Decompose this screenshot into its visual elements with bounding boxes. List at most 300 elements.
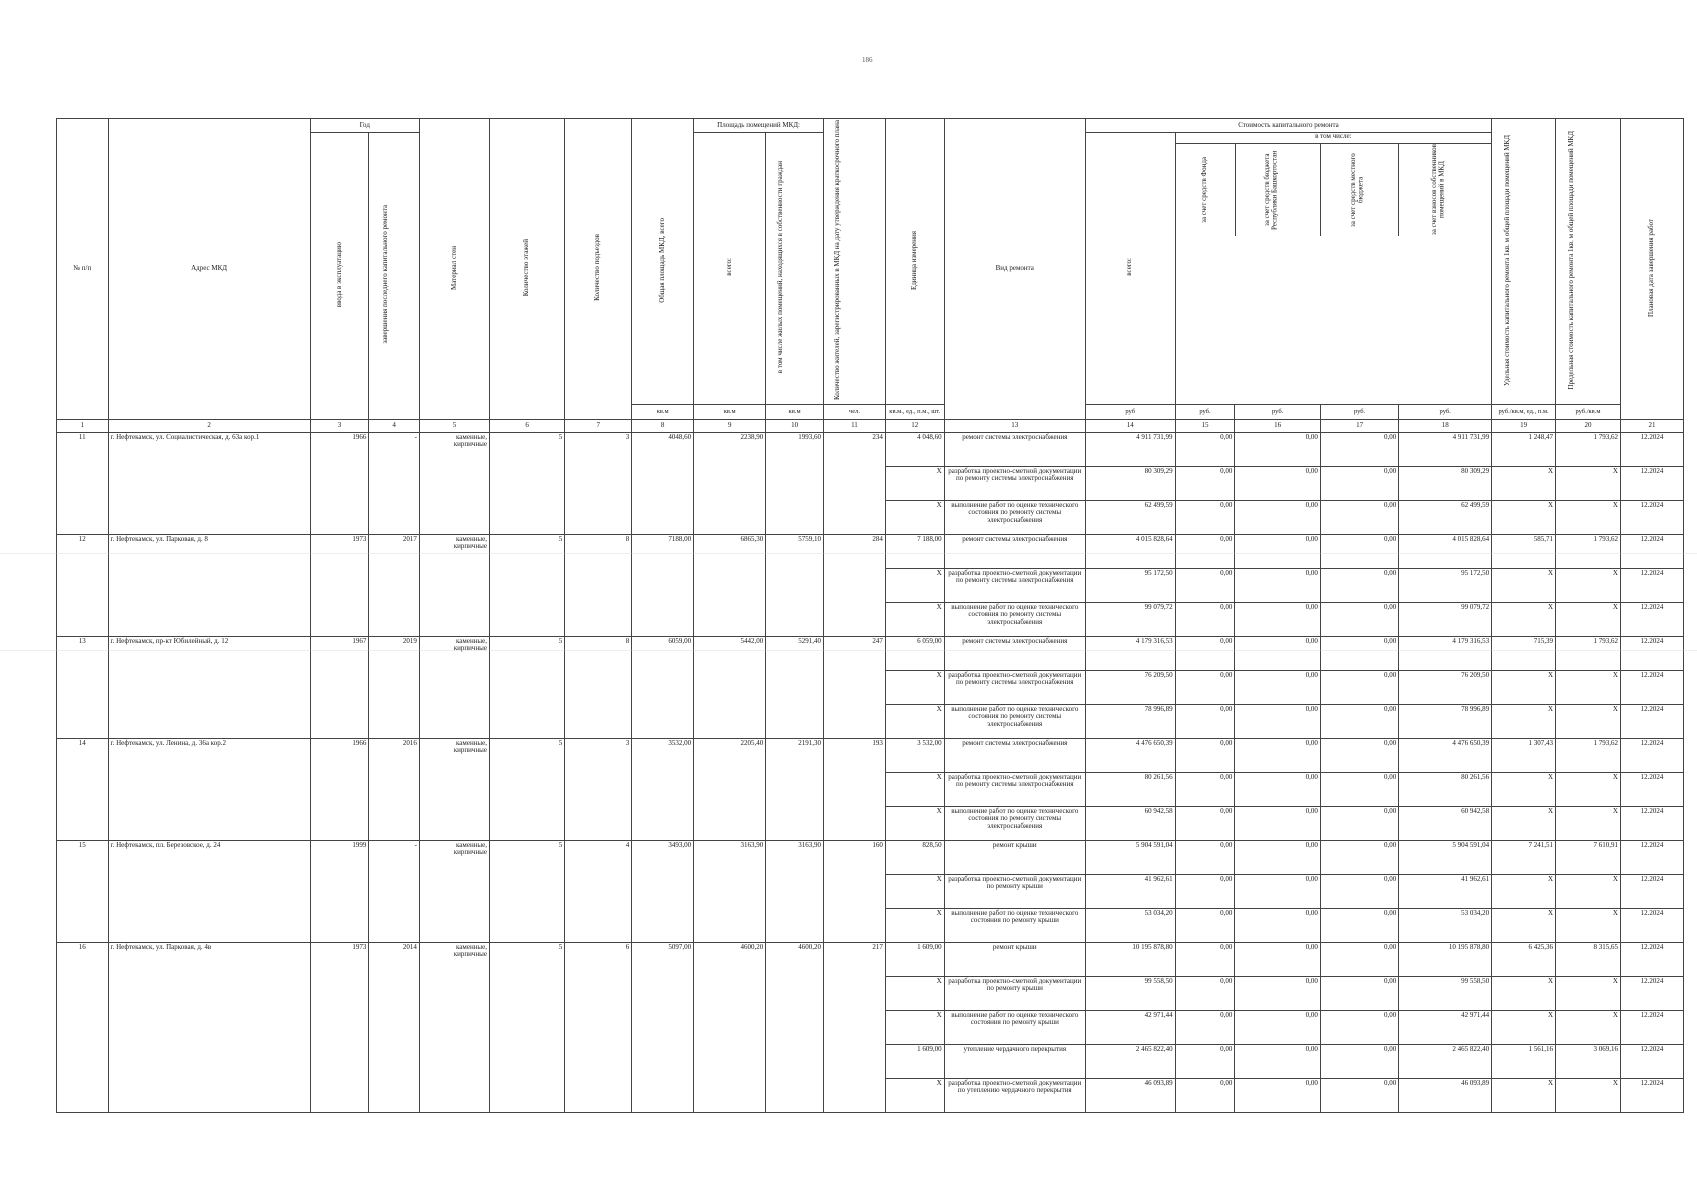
column-number: 13 — [944, 419, 1085, 432]
work-unit: X — [885, 500, 944, 534]
work-fund: 0,00 — [1175, 704, 1235, 738]
work-unit: 7 188,00 — [885, 534, 944, 568]
work-specific: X — [1492, 466, 1556, 500]
work-local: 0,00 — [1320, 1078, 1398, 1112]
work-rb: 0,00 — [1235, 500, 1321, 534]
building-premises-owned: 2191,30 — [766, 738, 824, 840]
work-max: 8 315,65 — [1556, 942, 1621, 976]
work-local: 0,00 — [1320, 568, 1398, 602]
work-specific: X — [1492, 500, 1556, 534]
work-date: 12.2024 — [1620, 942, 1683, 976]
table-row — [57, 534, 1684, 568]
building-total-area: 6059,00 — [632, 636, 694, 738]
work-local: 0,00 — [1320, 432, 1398, 466]
work-unit: 1 609,00 — [885, 1044, 944, 1078]
work-local: 0,00 — [1320, 704, 1398, 738]
work-date: 12.2024 — [1620, 806, 1683, 840]
building-num: 11 — [57, 432, 109, 534]
work-fund: 0,00 — [1175, 1044, 1235, 1078]
unit-max-cost: руб./кв.м — [1556, 404, 1621, 419]
header-year-last-repair: завершения последнего капитального ремонта — [369, 133, 420, 420]
work-local: 0,00 — [1320, 602, 1398, 636]
header-cost-group: Стоимость капитального ремонта — [1085, 119, 1491, 133]
work-owners: 4 911 731,99 — [1399, 432, 1492, 466]
work-type: выполнение работ по оценке технического состояния по ремонту системы электроснабжения — [944, 806, 1085, 840]
unit-total-area: кв.м — [632, 404, 694, 419]
work-type: ремонт системы электроснабжения — [944, 432, 1085, 466]
header-budget-rb: за счет средств бюджета Республики Башкортостан — [1236, 144, 1322, 236]
column-number: 8 — [632, 419, 694, 432]
work-local: 0,00 — [1320, 738, 1398, 772]
building-premises-owned: 5759,10 — [766, 534, 824, 636]
work-total: 4 015 828,64 — [1085, 534, 1175, 568]
work-rb: 0,00 — [1235, 704, 1321, 738]
work-max: 1 793,62 — [1556, 534, 1621, 568]
work-date: 12.2024 — [1620, 670, 1683, 704]
table-row — [57, 738, 1684, 772]
column-number: 11 — [824, 419, 886, 432]
work-specific: 1 561,16 — [1492, 1044, 1556, 1078]
work-date: 12.2024 — [1620, 466, 1683, 500]
building-num: 12 — [57, 534, 109, 636]
building-year-commission: 1966 — [310, 738, 369, 840]
work-date: 12.2024 — [1620, 500, 1683, 534]
building-total-area: 7188,00 — [632, 534, 694, 636]
work-type: разработка проектно-сметной документации по ремонту системы электроснабжения — [944, 466, 1085, 500]
work-max: X — [1556, 704, 1621, 738]
work-local: 0,00 — [1320, 670, 1398, 704]
work-fund: 0,00 — [1175, 602, 1235, 636]
unit-premises-owned: кв.м — [766, 404, 824, 419]
work-fund: 0,00 — [1175, 840, 1235, 874]
header-premises-total: всего: — [694, 133, 766, 405]
work-unit: X — [885, 1010, 944, 1044]
work-fund: 0,00 — [1175, 636, 1235, 670]
work-unit: X — [885, 772, 944, 806]
building-premises-total: 6865,30 — [694, 534, 766, 636]
work-unit: X — [885, 806, 944, 840]
work-total: 60 942,58 — [1085, 806, 1175, 840]
work-unit: X — [885, 670, 944, 704]
work-total: 2 465 822,40 — [1085, 1044, 1175, 1078]
work-date: 12.2024 — [1620, 976, 1683, 1010]
building-premises-total: 3163,90 — [694, 840, 766, 942]
work-owners: 41 962,61 — [1399, 874, 1492, 908]
work-rb: 0,00 — [1235, 568, 1321, 602]
work-fund: 0,00 — [1175, 466, 1235, 500]
building-year-commission: 1999 — [310, 840, 369, 942]
work-rb: 0,00 — [1235, 1078, 1321, 1112]
work-specific: X — [1492, 602, 1556, 636]
work-total: 76 209,50 — [1085, 670, 1175, 704]
work-owners: 62 499,59 — [1399, 500, 1492, 534]
work-type: выполнение работ по оценке технического состояния по ремонту системы электроснабжения — [944, 704, 1085, 738]
building-residents: 284 — [824, 534, 886, 636]
column-number: 10 — [766, 419, 824, 432]
work-fund: 0,00 — [1175, 1078, 1235, 1112]
column-number: 3 — [310, 419, 369, 432]
work-rb: 0,00 — [1235, 636, 1321, 670]
work-owners: 80 261,56 — [1399, 772, 1492, 806]
work-rb: 0,00 — [1235, 874, 1321, 908]
work-fund: 0,00 — [1175, 942, 1235, 976]
building-premises-owned: 1993,60 — [766, 432, 824, 534]
work-max: X — [1556, 1078, 1621, 1112]
work-total: 62 499,59 — [1085, 500, 1175, 534]
work-date: 12.2024 — [1620, 534, 1683, 568]
work-owners: 46 093,89 — [1399, 1078, 1492, 1112]
work-unit: 3 532,00 — [885, 738, 944, 772]
building-year-commission: 1967 — [310, 636, 369, 738]
building-total-area: 3532,00 — [632, 738, 694, 840]
work-total: 41 962,61 — [1085, 874, 1175, 908]
work-type: ремонт системы электроснабжения — [944, 636, 1085, 670]
work-type: разработка проектно-сметной документации по ремонту системы электроснабжения — [944, 568, 1085, 602]
building-year-commission: 1973 — [310, 942, 369, 1112]
header-owners: за счет взносов собственников помещений в МКД — [1430, 144, 1446, 236]
building-num: 16 — [57, 942, 109, 1112]
work-local: 0,00 — [1320, 1044, 1398, 1078]
work-total: 78 996,89 — [1085, 704, 1175, 738]
building-residents: 160 — [824, 840, 886, 942]
work-date: 12.2024 — [1620, 1010, 1683, 1044]
work-date: 12.2024 — [1620, 568, 1683, 602]
header-total-area: Общая площадь МКД, всего — [632, 119, 694, 405]
work-total: 4 476 650,39 — [1085, 738, 1175, 772]
building-address: г. Нефтекамск, ул. Социалистическая, д. 63а кор.1 — [108, 432, 310, 534]
work-owners: 80 309,29 — [1399, 466, 1492, 500]
column-number: 5 — [419, 419, 489, 432]
column-number: 6 — [490, 419, 565, 432]
column-number: 1 — [57, 419, 109, 432]
work-fund: 0,00 — [1175, 806, 1235, 840]
work-local: 0,00 — [1320, 772, 1398, 806]
work-unit: 1 609,00 — [885, 942, 944, 976]
header-planned-date: Плановая дата завершения работ — [1620, 119, 1683, 420]
unit-budget-rb: руб. — [1235, 404, 1321, 419]
work-local: 0,00 — [1320, 636, 1398, 670]
work-unit: 4 048,60 — [885, 432, 944, 466]
header-residents: Количество жителей, зарегистрированных в МКД на дату утверждения краткосрочного плана — [824, 119, 886, 405]
work-date: 12.2024 — [1620, 1078, 1683, 1112]
unit-residents: чел. — [824, 404, 886, 419]
work-type: ремонт системы электроснабжения — [944, 738, 1085, 772]
work-local: 0,00 — [1320, 942, 1398, 976]
work-rb: 0,00 — [1235, 1044, 1321, 1078]
work-rb: 0,00 — [1235, 534, 1321, 568]
work-max: X — [1556, 874, 1621, 908]
work-date: 12.2024 — [1620, 738, 1683, 772]
header-including-cols — [1176, 144, 1492, 236]
work-max: 1 793,62 — [1556, 432, 1621, 466]
header-premises-area-group: Площадь помещений МКД: — [694, 119, 824, 133]
building-entrances: 3 — [565, 432, 632, 534]
work-owners: 10 195 878,80 — [1399, 942, 1492, 976]
building-entrances: 6 — [565, 942, 632, 1112]
work-date: 12.2024 — [1620, 908, 1683, 942]
work-rb: 0,00 — [1235, 942, 1321, 976]
work-specific: X — [1492, 568, 1556, 602]
building-floors: 5 — [490, 942, 565, 1112]
scan-artifact-line — [0, 650, 1697, 651]
unit-owners: руб. — [1399, 404, 1492, 419]
work-rb: 0,00 — [1235, 772, 1321, 806]
work-local: 0,00 — [1320, 806, 1398, 840]
header-including: в том числе: — [1176, 133, 1492, 144]
table-row — [57, 942, 1684, 976]
column-number: 20 — [1556, 419, 1621, 432]
header-year-commission: ввода в эксплуатацию — [310, 133, 369, 420]
work-total: 4 179 316,53 — [1085, 636, 1175, 670]
building-floors: 5 — [490, 432, 565, 534]
building-floors: 5 — [490, 840, 565, 942]
unit-specific-cost: руб./кв.м, ед., п.м. — [1492, 404, 1556, 419]
work-type: разработка проектно-сметной документации по ремонту системы электроснабжения — [944, 670, 1085, 704]
work-total: 42 971,44 — [1085, 1010, 1175, 1044]
scan-artifact-line — [0, 553, 1697, 554]
column-number: 19 — [1492, 419, 1556, 432]
work-total: 53 034,20 — [1085, 908, 1175, 942]
building-premises-total: 5442,00 — [694, 636, 766, 738]
work-owners: 53 034,20 — [1399, 908, 1492, 942]
column-number: 17 — [1320, 419, 1398, 432]
building-residents: 234 — [824, 432, 886, 534]
column-number: 7 — [565, 419, 632, 432]
unit-premises-total: кв.м — [694, 404, 766, 419]
work-local: 0,00 — [1320, 1010, 1398, 1044]
building-floors: 5 — [490, 738, 565, 840]
building-total-area: 3493,00 — [632, 840, 694, 942]
work-specific: 1 307,43 — [1492, 738, 1556, 772]
header-max-cost: Предельная стоимость капитального ремонта 1кв. м общей площади помещений МКД — [1556, 119, 1621, 405]
unit-unit: кв.м., ед., п.м., шт. — [885, 404, 944, 419]
work-local: 0,00 — [1320, 466, 1398, 500]
header-floors: Количество этажей — [490, 119, 565, 420]
work-fund: 0,00 — [1175, 500, 1235, 534]
work-total: 10 195 878,80 — [1085, 942, 1175, 976]
work-owners: 5 904 591,04 — [1399, 840, 1492, 874]
work-type: разработка проектно-сметной документации по ремонту крыши — [944, 976, 1085, 1010]
building-total-area: 4048,60 — [632, 432, 694, 534]
work-unit: X — [885, 466, 944, 500]
work-date: 12.2024 — [1620, 1044, 1683, 1078]
work-type: выполнение работ по оценке технического состояния по ремонту крыши — [944, 908, 1085, 942]
work-fund: 0,00 — [1175, 908, 1235, 942]
work-rb: 0,00 — [1235, 670, 1321, 704]
work-type: ремонт крыши — [944, 840, 1085, 874]
building-address: г. Нефтекамск, пл. Березовское, д. 24 — [108, 840, 310, 942]
work-total: 4 911 731,99 — [1085, 432, 1175, 466]
work-specific: X — [1492, 772, 1556, 806]
header-budget-local: за счет средств местного бюджета — [1321, 144, 1399, 236]
work-fund: 0,00 — [1175, 432, 1235, 466]
work-max: X — [1556, 568, 1621, 602]
building-year-last-repair: 2016 — [369, 738, 420, 840]
table-header — [57, 119, 1684, 433]
header-specific-cost: Удельная стоимость капитального ремонта 1кв. м общей площади помещений МКД — [1492, 119, 1556, 405]
header-fund: за счет средств Фонда — [1176, 144, 1236, 236]
table-row — [57, 432, 1684, 466]
column-number: 2 — [108, 419, 310, 432]
work-rb: 0,00 — [1235, 1010, 1321, 1044]
work-rb: 0,00 — [1235, 840, 1321, 874]
building-wall-material: каменные, кирпичные — [419, 738, 489, 840]
building-premises-total: 4600,20 — [694, 942, 766, 1112]
work-owners: 95 172,50 — [1399, 568, 1492, 602]
column-number: 9 — [694, 419, 766, 432]
work-max: X — [1556, 772, 1621, 806]
work-type: выполнение работ по оценке технического состояния по ремонту крыши — [944, 1010, 1085, 1044]
work-max: 1 793,62 — [1556, 636, 1621, 670]
work-unit: 828,50 — [885, 840, 944, 874]
work-owners: 99 558,50 — [1399, 976, 1492, 1010]
building-address: г. Нефтекамск, пр-кт Юбилейный, д. 12 — [108, 636, 310, 738]
work-rb: 0,00 — [1235, 908, 1321, 942]
work-type: выполнение работ по оценке технического состояния по ремонту системы электроснабжения — [944, 602, 1085, 636]
building-entrances: 4 — [565, 840, 632, 942]
work-max: 7 610,91 — [1556, 840, 1621, 874]
work-fund: 0,00 — [1175, 568, 1235, 602]
building-address: г. Нефтекамск, ул. Парковая, д. 4в — [108, 942, 310, 1112]
building-premises-total: 2238,90 — [694, 432, 766, 534]
work-type: ремонт крыши — [944, 942, 1085, 976]
work-fund: 0,00 — [1175, 976, 1235, 1010]
work-specific: X — [1492, 806, 1556, 840]
work-local: 0,00 — [1320, 874, 1398, 908]
work-unit: X — [885, 874, 944, 908]
work-unit: X — [885, 704, 944, 738]
work-date: 12.2024 — [1620, 840, 1683, 874]
work-specific: X — [1492, 908, 1556, 942]
header-premises-owned: в том числе жилых помещений, находящихся в собственности граждан — [766, 133, 824, 405]
work-specific: X — [1492, 976, 1556, 1010]
work-date: 12.2024 — [1620, 704, 1683, 738]
capital-repair-table-wrapper — [56, 118, 1684, 1113]
work-type: разработка проектно-сметной документации по утеплению чердачного перекрытия — [944, 1078, 1085, 1112]
work-rb: 0,00 — [1235, 602, 1321, 636]
work-owners: 4 015 828,64 — [1399, 534, 1492, 568]
work-date: 12.2024 — [1620, 636, 1683, 670]
work-fund: 0,00 — [1175, 874, 1235, 908]
work-type: утепление чердачного перекрытия — [944, 1044, 1085, 1078]
column-number: 18 — [1399, 419, 1492, 432]
building-year-last-repair: 2017 — [369, 534, 420, 636]
work-type: ремонт системы электроснабжения — [944, 534, 1085, 568]
work-unit: X — [885, 602, 944, 636]
work-local: 0,00 — [1320, 908, 1398, 942]
work-type: разработка проектно-сметной документации по ремонту системы электроснабжения — [944, 772, 1085, 806]
building-year-commission: 1966 — [310, 432, 369, 534]
capital-repair-table — [56, 118, 1684, 1113]
work-specific: 6 425,36 — [1492, 942, 1556, 976]
work-specific: 585,71 — [1492, 534, 1556, 568]
column-number: 21 — [1620, 419, 1683, 432]
header-cost-total: всего: — [1085, 133, 1175, 405]
work-total: 80 309,29 — [1085, 466, 1175, 500]
work-max: X — [1556, 976, 1621, 1010]
work-specific: X — [1492, 1078, 1556, 1112]
column-number: 4 — [369, 419, 420, 432]
building-residents: 217 — [824, 942, 886, 1112]
work-fund: 0,00 — [1175, 670, 1235, 704]
work-total: 99 079,72 — [1085, 602, 1175, 636]
work-local: 0,00 — [1320, 500, 1398, 534]
building-premises-owned: 5291,40 — [766, 636, 824, 738]
work-local: 0,00 — [1320, 840, 1398, 874]
work-max: X — [1556, 670, 1621, 704]
work-date: 12.2024 — [1620, 602, 1683, 636]
work-owners: 2 465 822,40 — [1399, 1044, 1492, 1078]
building-num: 14 — [57, 738, 109, 840]
header-year-group: Год — [310, 119, 419, 133]
building-wall-material: каменные, кирпичные — [419, 432, 489, 534]
building-year-last-repair: - — [369, 840, 420, 942]
work-max: X — [1556, 908, 1621, 942]
work-specific: X — [1492, 1010, 1556, 1044]
work-fund: 0,00 — [1175, 772, 1235, 806]
work-unit: 6 059,00 — [885, 636, 944, 670]
work-rb: 0,00 — [1235, 432, 1321, 466]
column-numbers-row — [57, 419, 1684, 432]
building-year-last-repair: - — [369, 432, 420, 534]
work-fund: 0,00 — [1175, 1010, 1235, 1044]
work-max: 3 069,16 — [1556, 1044, 1621, 1078]
work-total: 99 558,50 — [1085, 976, 1175, 1010]
work-type: выполнение работ по оценке технического состояния по ремонту системы электроснабжения — [944, 500, 1085, 534]
work-fund: 0,00 — [1175, 534, 1235, 568]
building-year-last-repair: 2014 — [369, 942, 420, 1112]
table-row — [57, 840, 1684, 874]
unit-budget-local: руб. — [1320, 404, 1398, 419]
building-premises-owned: 3163,90 — [766, 840, 824, 942]
column-number: 16 — [1235, 419, 1321, 432]
work-max: X — [1556, 500, 1621, 534]
work-owners: 99 079,72 — [1399, 602, 1492, 636]
building-residents: 193 — [824, 738, 886, 840]
building-residents: 247 — [824, 636, 886, 738]
work-date: 12.2024 — [1620, 874, 1683, 908]
work-max: X — [1556, 466, 1621, 500]
work-owners: 78 996,89 — [1399, 704, 1492, 738]
building-wall-material: каменные, кирпичные — [419, 636, 489, 738]
building-address: г. Нефтекамск, ул. Ленина, д. 36а кор.2 — [108, 738, 310, 840]
unit-cost-total: руб — [1085, 404, 1175, 419]
work-specific: 7 241,51 — [1492, 840, 1556, 874]
work-specific: 1 248,47 — [1492, 432, 1556, 466]
work-max: 1 793,62 — [1556, 738, 1621, 772]
building-premises-owned: 4600,20 — [766, 942, 824, 1112]
work-total: 80 261,56 — [1085, 772, 1175, 806]
building-floors: 5 — [490, 636, 565, 738]
work-owners: 60 942,58 — [1399, 806, 1492, 840]
work-rb: 0,00 — [1235, 806, 1321, 840]
column-number: 12 — [885, 419, 944, 432]
work-total: 95 172,50 — [1085, 568, 1175, 602]
work-specific: X — [1492, 704, 1556, 738]
work-max: X — [1556, 1010, 1621, 1044]
work-specific: 715,39 — [1492, 636, 1556, 670]
work-unit: X — [885, 568, 944, 602]
building-year-last-repair: 2019 — [369, 636, 420, 738]
work-unit: X — [885, 1078, 944, 1112]
header-work-type: Вид ремонта — [944, 119, 1085, 420]
building-wall-material: каменные, кирпичные — [419, 942, 489, 1112]
work-max: X — [1556, 602, 1621, 636]
work-specific: X — [1492, 670, 1556, 704]
building-premises-total: 2205,40 — [694, 738, 766, 840]
work-owners: 4 476 650,39 — [1399, 738, 1492, 772]
work-unit: X — [885, 908, 944, 942]
